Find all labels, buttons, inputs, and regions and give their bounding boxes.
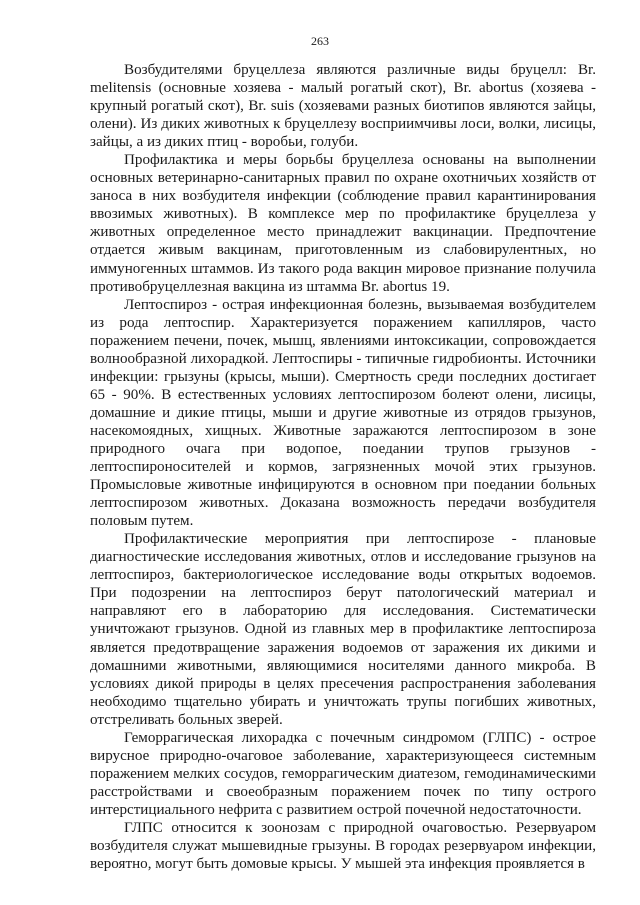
page-number: 263: [311, 34, 329, 48]
paragraph-brucellosis-prevention: Профилактика и меры борьбы бруцеллеза основаны на выполнении основных ветеринарно-санитарных правил по охране охотничьих хозяйств от заноса в них возбудителя инфекции (соблюдение правил карантинирования ввозимых животных). В комплексе мер по профилактике бруцеллеза у животных определенное место принадлежит вакцинации. Предпочтение отдается живым вакцинам, приготовленным из слабовирулентных, но иммуногенных штаммов. Из такого рода вакцин мировое признание получила противобруцеллезная вакцина из штамма Br. abortus 19.: [90, 152, 596, 295]
paragraph-leptospirosis-prevention: Профилактические мероприятия при лептоспирозе - плановые диагностические исследования животных, отлов и исследование грызунов на лептоспироз, бактериологическое исследование воды открытых водоемов. При подозрении на лептоспироз берут патологический материал и направляют его в лабораторию для исследования. Систематически уничтожают грызунов. Одной из главных мер в профилактике лептоспироза является предотвращение заражения водоемов от заражения их дикими и домашними животными, являющимися носителями данного микроба. В условиях дикой природы в целях пресечения распространения заболевания необходимо тщательно убирать и уничтожать трупы погибших животных, отстреливать больных зверей.: [90, 531, 596, 728]
paragraph-leptospirosis-definition: Лептоспироз - острая инфекционная болезнь, вызываемая возбудителем из рода лептоспир. Характеризуется поражением капилляров, часто поражением печени, почек, мышц, явлениями интоксикации, сопровождается волнообразной лихорадкой. Лептоспиры - типичные гидробионты. Источники инфекции: грызуны (крысы, мыши). Смертность среди последних достигает 65 - 90%. В естественных условиях лептоспирозом болеют олени, лисицы, домашние и дикие птицы, мыши и другие животные из отрядов грызунов, насекомоядных, хищных. Животные заражаются лептоспирозом в зоне природного очага при водопое, поедании трупов грызунов - лептоспироносителей и кормов, загрязненных мочой этих грызунов. Промысловые животные инфицируются в основном при поедании больных лептоспирозом животных. Доказана возможность передачи возбудителя половым путем.: [90, 296, 596, 530]
text-body: [90, 61, 596, 873]
paragraph-brucellosis-pathogens: Возбудителями бруцеллеза являются различные виды бруцелл: Br. melitensis (основные хозяева - малый рогатый скот), Br. abortus (хозяева - крупный рогатый скот), Br. suis (хозяевами разных биотипов являются зайцы, олени). Из диких животных к бруцеллезу восприимчивы лоси, волки, лисицы, зайцы, а из диких птиц - воробьи, голуби.: [90, 62, 596, 151]
paragraph-hfrs-reservoir: ГЛПС относится к зоонозам с природной очаговостью. Резервуаром возбудителя служат мышевидные грызуны. В городах резервуаром инфекции, вероятно, могут быть домовые крысы. У мышей эта инфекция проявляется в: [90, 819, 596, 873]
paragraph-hfrs-definition: Геморрагическая лихорадка с почечным синдромом (ГЛПС) - острое вирусное природно-очаговое заболевание, характеризующееся системным поражением мелких сосудов, геморрагическим диатезом, гемодинамическими расстройствами и своеобразным поражением почек по типу острого интерстициального нефрита с развитием острой почечной недостаточности.: [90, 729, 596, 818]
